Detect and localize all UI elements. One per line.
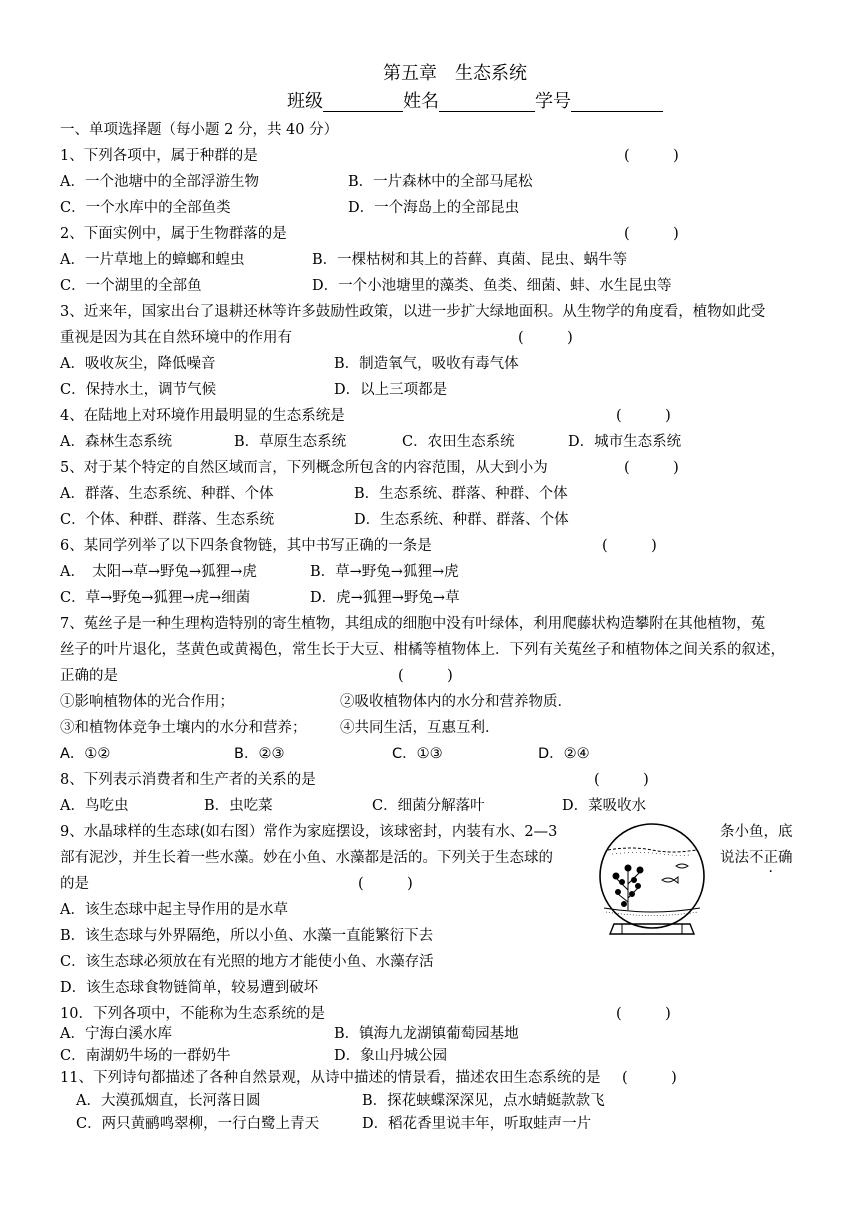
question-3-stem-cont: 重视是因为其在自然环境中的作用有 bbox=[60, 330, 292, 346]
option-a: A．①② bbox=[60, 746, 111, 762]
student-info bbox=[0, 92, 860, 112]
question-9-stem: 9、水晶球样的生态球(如右图）常作为家庭摆设，该球密封，内装有水、2—3 bbox=[60, 824, 558, 840]
option-c: C．两只黄鹂鸣翠柳，一行白鹭上青天 bbox=[76, 1116, 320, 1132]
answer-paren[interactable]: ( ) bbox=[518, 330, 573, 346]
answer-paren[interactable]: ( ) bbox=[624, 226, 679, 242]
question-7-stem-cont: 正确的是 bbox=[60, 668, 118, 684]
question-9-stem-right: 条小鱼，底 bbox=[720, 824, 793, 840]
answer-paren[interactable]: ( ) bbox=[624, 460, 679, 476]
option-b: B．一棵枯树和其上的苔藓、真菌、昆虫、蜗牛等 bbox=[312, 252, 628, 268]
answer-paren[interactable]: ( ) bbox=[616, 408, 671, 424]
option-b: B．②③ bbox=[234, 746, 285, 762]
ecosphere-figure bbox=[592, 820, 712, 940]
statement-2: ②吸收植物体内的水分和营养物质． bbox=[340, 694, 572, 710]
option-c: C．个体、种群、群落、生态系统 bbox=[60, 512, 275, 528]
option-c: C．保持水土，调节气候 bbox=[60, 382, 217, 398]
question-7-stem-cont: 丝子的叶片退化，茎黄色或黄褐色，常生长于大豆、柑橘等植物体上．下列有关菟丝子和植物体之间关系的叙述， bbox=[60, 642, 785, 658]
class-blank[interactable] bbox=[323, 93, 403, 112]
option-c: C．一个湖里的全部鱼 bbox=[60, 278, 202, 294]
option-d: D．以上三项都是 bbox=[334, 382, 448, 398]
option-b: B．镇海九龙湖镇葡萄园基地 bbox=[334, 1026, 519, 1042]
question-9-stem-cont: 部有泥沙，并生长着一些水藻。妙在小鱼、水藻都是活的。下列关于生态球的 bbox=[60, 850, 553, 866]
option-a: A．吸收灰尘，降低噪音 bbox=[60, 356, 216, 372]
option-d: D．菜吸收水 bbox=[562, 798, 647, 814]
statement-4: ④共同生活，互惠互利． bbox=[340, 720, 500, 736]
option-a: A．鸟吃虫 bbox=[60, 798, 129, 814]
page-title: 第五章 生态系统 bbox=[383, 63, 527, 84]
statement-3: ③和植物体竞争土壤内的水分和营养； bbox=[60, 720, 307, 736]
question-3-stem: 3、近来年，国家出台了退耕还林等许多鼓励性政策，以进一步扩大绿地面积。从生物学的角度看，植物如此受 bbox=[60, 304, 766, 320]
answer-paren[interactable]: ( ) bbox=[594, 772, 649, 788]
question-7-stem: 7、菟丝子是一种生理构造特别的寄生植物，其组成的细胞中没有叶绿体，利用爬藤状构造攀附在其他植物，菟 bbox=[60, 616, 766, 632]
option-d: D．稻花香里说丰年，听取蛙声一片 bbox=[362, 1116, 592, 1132]
statement-1: ①影响植物体的光合作用； bbox=[60, 694, 234, 710]
option-b: B．一片森林中的全部马尾松 bbox=[348, 174, 533, 190]
question-8-stem: 8、下列表示消费者和生产者的关系的是 bbox=[60, 772, 316, 788]
option-a: A．大漠孤烟直，长河落日圆 bbox=[76, 1093, 261, 1109]
answer-paren[interactable]: ( ) bbox=[622, 1070, 677, 1086]
emphasis-not-correct: 不正确 bbox=[749, 850, 793, 866]
option-c: C．该生态球必须放在有光照的地方才能使小鱼、水藻存活 bbox=[60, 954, 434, 970]
option-a: A．该生态球中起主导作用的是水草 bbox=[60, 902, 288, 918]
answer-paren[interactable]: ( ) bbox=[602, 538, 657, 554]
option-a: A．一片草地上的蟑螂和蝗虫 bbox=[60, 252, 245, 268]
question-2-stem: 2、下面实例中，属于生物群落的是 bbox=[60, 226, 287, 242]
question-1-stem: 1、下列各项中，属于种群的是 bbox=[60, 148, 258, 164]
option-b: B．制造氧气，吸收有毒气体 bbox=[334, 356, 519, 372]
answer-paren[interactable]: ( ) bbox=[358, 876, 413, 892]
id-label: 学号 bbox=[535, 91, 571, 112]
section-heading: 一、单项选择题（每小题 2 分，共 40 分） bbox=[60, 122, 339, 138]
option-d: D．生态系统、种群、群落、个体 bbox=[354, 512, 569, 528]
question-6-stem: 6、某同学列举了以下四条食物链，其中书写正确的一条是 bbox=[60, 538, 432, 554]
answer-paren[interactable]: ( ) bbox=[398, 668, 453, 684]
option-c: C．一个水库中的全部鱼类 bbox=[60, 200, 231, 216]
option-d: D．城市生态系统 bbox=[568, 434, 682, 450]
option-b: B．生态系统、群落、种群、个体 bbox=[354, 486, 568, 502]
stem-text: 说法 bbox=[720, 850, 749, 866]
option-c: C．南湖奶牛场的一群奶牛 bbox=[60, 1048, 231, 1064]
question-10-stem: 10．下列各项中，不能称为生态系统的是 bbox=[60, 1006, 325, 1022]
answer-paren[interactable]: ( ) bbox=[624, 148, 679, 164]
option-c: C．①③ bbox=[392, 746, 443, 762]
option-c: C．草→野兔→狐狸→虎→细菌 bbox=[60, 590, 251, 606]
option-d: D．一个小池塘里的藻类、鱼类、细菌、蚌、水生昆虫等 bbox=[312, 278, 672, 294]
class-label: 班级 bbox=[287, 91, 323, 112]
question-11-stem: 11、下列诗句都描述了各种自然景观，从诗中描述的情景看，描述农田生态系统的是 bbox=[60, 1070, 601, 1086]
option-a: A．宁海白溪水库 bbox=[60, 1026, 172, 1042]
option-b: B．草→野兔→狐狸→虎 bbox=[310, 564, 459, 580]
name-label: 姓名 bbox=[403, 91, 439, 112]
question-9-stem-cont: 的是 bbox=[60, 876, 89, 892]
question-5-stem: 5、对于某个特定的自然区域而言，下列概念所包含的内容范围，从大到小为 bbox=[60, 460, 548, 476]
option-b: B．该生态球与外界隔绝，所以小鱼、水藻一直能繁衍下去 bbox=[60, 928, 434, 944]
option-b: B．草原生态系统 bbox=[234, 434, 347, 450]
option-d: D．象山丹城公园 bbox=[334, 1048, 448, 1064]
option-d: D．该生态球食物链简单，较易遭到破坏 bbox=[60, 980, 319, 996]
option-a: A．一个池塘中的全部浮游生物 bbox=[60, 174, 259, 190]
answer-paren[interactable]: ( ) bbox=[616, 1006, 671, 1022]
option-b: B．探花蛱蝶深深见，点水蜻蜓款款飞 bbox=[362, 1093, 605, 1109]
option-c: C．农田生态系统 bbox=[402, 434, 515, 450]
option-d: D．一个海岛上的全部昆虫 bbox=[348, 200, 520, 216]
name-blank[interactable] bbox=[439, 93, 535, 112]
option-a: A． 太阳→草→野兔→狐狸→虎 bbox=[60, 564, 257, 580]
option-d: D．②④ bbox=[538, 746, 590, 762]
option-a: A．森林生态系统 bbox=[60, 434, 172, 450]
option-a: A．群落、生态系统、种群、个体 bbox=[60, 486, 274, 502]
question-4-stem: 4、在陆地上对环境作用最明显的生态系统是 bbox=[60, 408, 345, 424]
option-b: B．虫吃菜 bbox=[204, 798, 273, 814]
option-d: D．虎→狐狸→野兔→草 bbox=[310, 590, 460, 606]
id-blank[interactable] bbox=[571, 93, 663, 112]
option-c: C．细菌分解落叶 bbox=[372, 798, 485, 814]
question-9-stem-right bbox=[720, 848, 793, 868]
